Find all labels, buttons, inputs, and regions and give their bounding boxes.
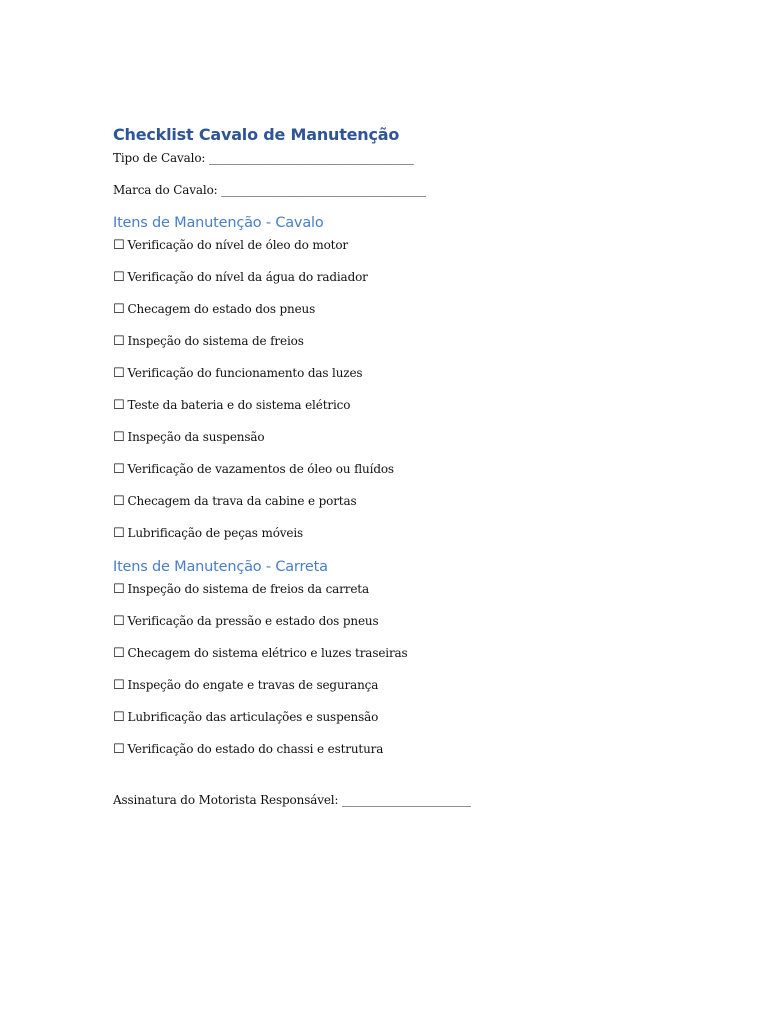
checklist-item[interactable]	[113, 494, 356, 509]
checkbox-icon[interactable]: ☐	[113, 646, 125, 661]
checkbox-icon[interactable]: ☐	[113, 302, 125, 317]
checklist-item[interactable]	[113, 646, 408, 661]
checklist-item[interactable]	[113, 270, 368, 285]
checkbox-icon[interactable]: ☐	[113, 398, 125, 413]
document-title: Checklist Cavalo de Manutenção	[113, 125, 400, 144]
checklist-item-label: Checagem do estado dos pneus	[127, 302, 316, 316]
checkbox-icon[interactable]: ☐	[113, 494, 125, 509]
checklist-item[interactable]	[113, 710, 378, 725]
checkbox-icon[interactable]: ☐	[113, 614, 125, 629]
signature-line: Assinatura do Motorista Responsável: ______________________	[113, 793, 471, 807]
checklist-item[interactable]	[113, 302, 315, 317]
checklist-item-label: Verificação do nível de óleo do motor	[127, 238, 349, 252]
checkbox-icon[interactable]: ☐	[113, 270, 125, 285]
checkbox-icon[interactable]: ☐	[113, 462, 125, 477]
checklist-item[interactable]	[113, 742, 383, 757]
checkbox-icon[interactable]: ☐	[113, 742, 125, 757]
checklist-item[interactable]	[113, 430, 264, 445]
checklist-item[interactable]	[113, 614, 379, 629]
checklist-item-label: Teste da bateria e do sistema elétrico	[127, 398, 351, 412]
checkbox-icon[interactable]: ☐	[113, 430, 125, 445]
checklist-item-label: Inspeção do engate e travas de segurança	[127, 678, 379, 692]
checklist-item[interactable]	[113, 678, 378, 693]
checklist-item[interactable]	[113, 526, 303, 541]
checkbox-icon[interactable]: ☐	[113, 710, 125, 725]
checklist-item[interactable]	[113, 462, 394, 477]
checklist-item-label: Verificação do nível da água do radiador	[127, 270, 368, 284]
checkbox-icon[interactable]: ☐	[113, 526, 125, 541]
checklist-item-label: Checagem do sistema elétrico e luzes traseiras	[127, 646, 408, 660]
checklist-item-label: Verificação da pressão e estado dos pneus	[127, 614, 379, 628]
checklist-item[interactable]	[113, 238, 348, 253]
checklist-item-label: Inspeção do sistema de freios	[127, 334, 304, 348]
checkbox-icon[interactable]: ☐	[113, 582, 125, 597]
checklist-item-label: Lubrificação de peças móveis	[127, 526, 304, 540]
section-heading-carreta: Itens de Manutenção - Carreta	[113, 559, 328, 575]
checkbox-icon[interactable]: ☐	[113, 238, 125, 253]
checklist-item-label: Lubrificação das articulações e suspensão	[127, 710, 379, 724]
checklist-item-label: Inspeção da suspensão	[127, 430, 265, 444]
field-marca-do-cavalo: Marca do Cavalo: ___________________________________	[113, 183, 426, 197]
checklist-item[interactable]	[113, 366, 362, 381]
field-tipo-de-cavalo: Tipo de Cavalo: ___________________________________	[113, 151, 414, 165]
checklist-item-label: Inspeção do sistema de freios da carreta	[127, 582, 369, 596]
checkbox-icon[interactable]: ☐	[113, 334, 125, 349]
checklist-item-label: Verificação do estado do chassi e estrutura	[127, 742, 384, 756]
checklist-item-label: Checagem da trava da cabine e portas	[127, 494, 357, 508]
section-heading-cavalo: Itens de Manutenção - Cavalo	[113, 215, 324, 231]
checklist-item-label: Verificação de vazamentos de óleo ou fluídos	[127, 462, 394, 476]
checklist-item[interactable]	[113, 398, 350, 413]
checkbox-icon[interactable]: ☐	[113, 366, 125, 381]
checklist-item-label: Verificação do funcionamento das luzes	[127, 366, 363, 380]
checkbox-icon[interactable]: ☐	[113, 678, 125, 693]
checklist-item[interactable]	[113, 334, 304, 349]
checklist-item[interactable]	[113, 582, 369, 597]
